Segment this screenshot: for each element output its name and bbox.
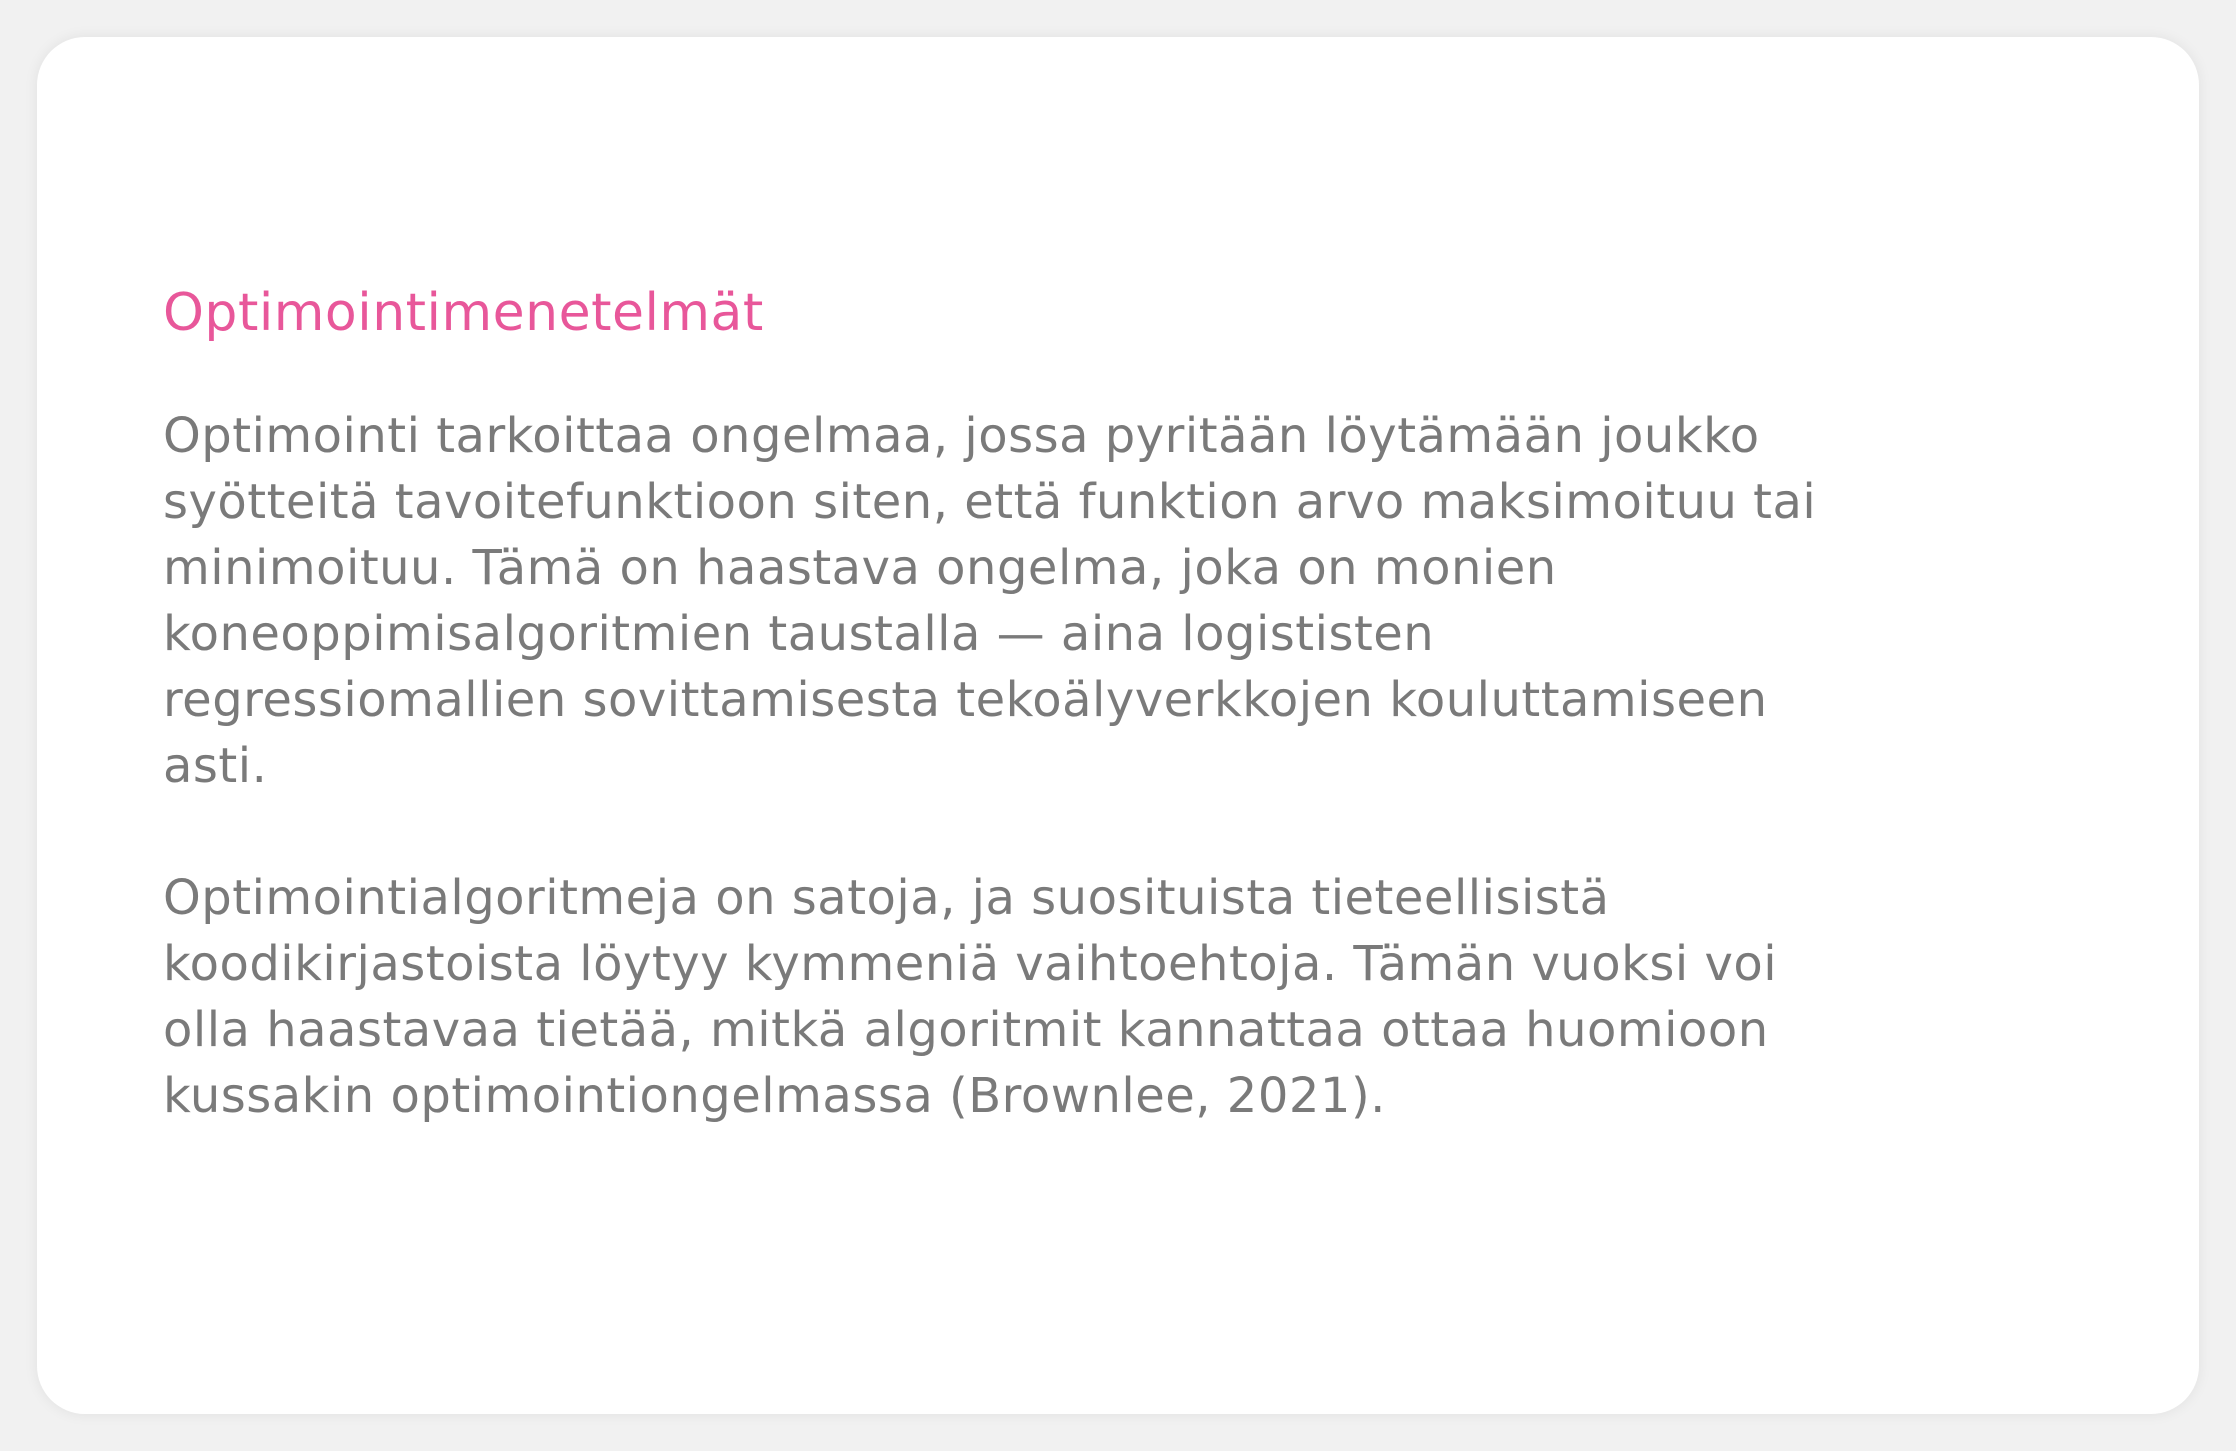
paragraph-optimization-algorithms (163, 865, 2083, 1129)
paragraph-line: koodikirjastoista löytyy kymmeniä vaihtoehtoja. Tämän vuoksi voi (163, 936, 1778, 992)
paragraph-line: olla haastavaa tietää, mitkä algoritmit kannattaa ottaa huomioon (163, 1002, 1769, 1058)
paragraph-line: asti. (163, 738, 268, 794)
paragraph-line: Optimointi tarkoittaa ongelmaa, jossa pyritään löytämään joukko (163, 408, 1760, 464)
paragraph-optimization-definition (163, 403, 2083, 799)
paragraph-line: kussakin optimointiongelmassa (Brownlee, 2021). (163, 1068, 1386, 1124)
paragraph-line: minimoituu. Tämä on haastava ongelma, joka on monien (163, 540, 1557, 596)
paragraph-line: syötteitä tavoitefunktioon siten, että funktion arvo maksimoituu tai (163, 474, 1817, 530)
content-card (37, 37, 2199, 1414)
card-content (163, 277, 2083, 1129)
paragraph-line: koneoppimisalgoritmien taustalla — aina logististen (163, 606, 1435, 662)
paragraph-line: regressiomallien sovittamisesta tekoälyverkkojen kouluttamiseen (163, 672, 1768, 728)
section-title: Optimointimenetelmät (163, 283, 764, 343)
paragraph-line: Optimointialgoritmeja on satoja, ja suosituista tieteellisistä (163, 870, 1610, 926)
